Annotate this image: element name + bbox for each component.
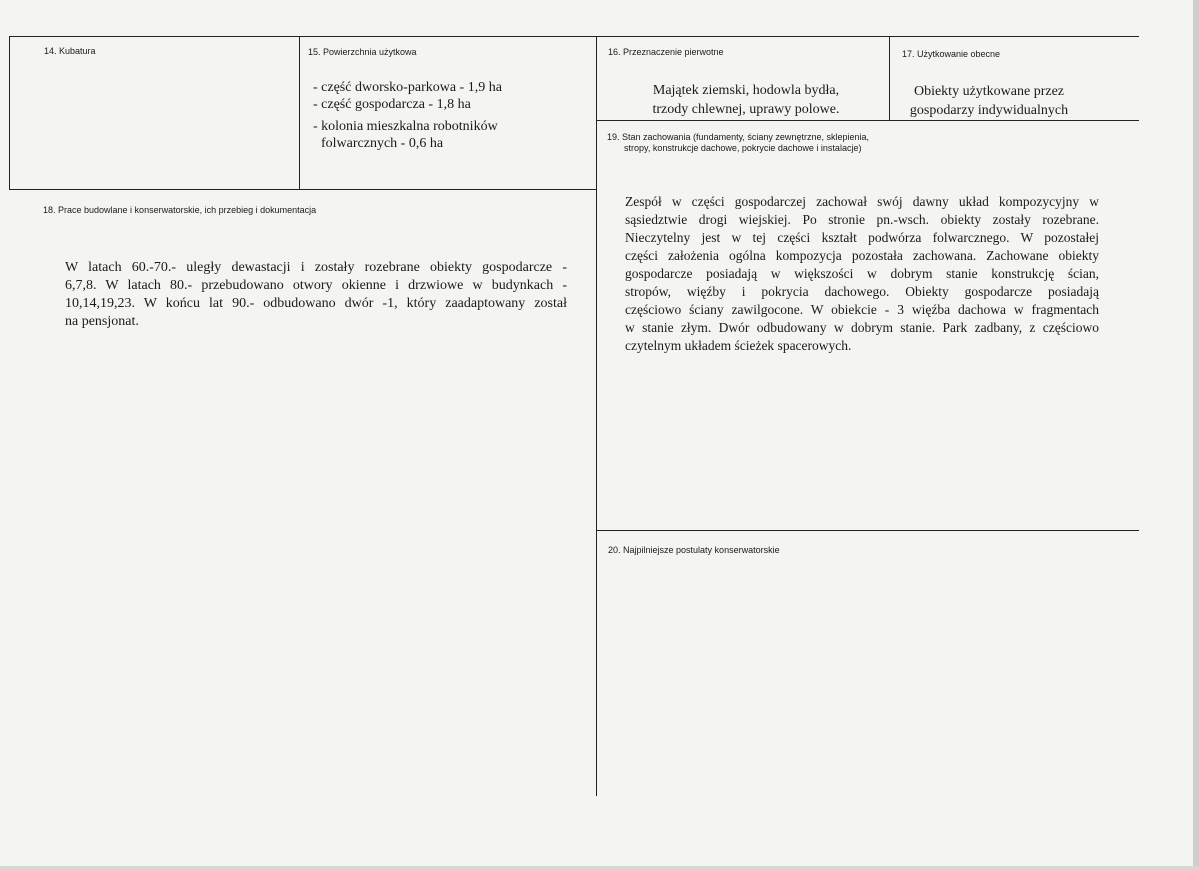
section-15-content [313, 79, 502, 152]
condition-line: gospodarcze posiadają w większości w dobrym stanie konstrukcję ścian, [625, 266, 1099, 281]
section-15-label: 15. Powierzchnia użytkowa [308, 47, 417, 57]
section-16-label: 16. Przeznaczenie pierwotne [608, 47, 724, 57]
condition-line: Nieczytelny jest w tej części kształt podwórza folwarcznego. W pozostałej [625, 230, 1099, 245]
construction-works-line: 10,14,19,23. W końcu lat 90.- odbudowano dwór -1, który zaadaptowany został [65, 296, 567, 311]
original-purpose-line: trzody chlewnej, uprawy polowe. [652, 102, 840, 117]
section-19-content [625, 193, 1099, 355]
condition-line: stropów, więźby i pokrycia dachowego. Obiekty gospodarcze posiadają [625, 284, 1099, 299]
condition-line: sąsiedztwie drogi wiejskiej. Po stronie pn.-wsch. obiekty zostały rozebrane. [625, 212, 1099, 227]
section-19-label [607, 132, 869, 154]
condition-line: czytelnym układem ścieżek spacerowych. [625, 338, 852, 353]
section-14-label: 14. Kubatura [44, 46, 96, 56]
condition-line: częściowo ściany zawilgocone. W obiekcie - 3 więźba dachowa w fragmentach [625, 302, 1099, 317]
condition-line: w stanie złym. Dwór odbudowany w dobrym stanie. Park zadbany, z częściowo [625, 320, 1099, 335]
scan-edge-bottom [0, 866, 1199, 870]
construction-works-line: W latach 60.-70.- uległy dewastacji i zostały rozebrane obiekty gospodarcze - [65, 260, 567, 275]
original-purpose-line: Majątek ziemski, hodowla bydła, [652, 83, 840, 98]
section-17-label: 17. Użytkowanie obecne [902, 49, 1001, 59]
center-divider [596, 36, 597, 796]
row1-divider-right [597, 120, 1139, 121]
section-18-content [65, 259, 567, 331]
section-20-label: 20. Najpilniejsze postulaty konserwatorskie [608, 545, 780, 555]
section-19-label-line: stropy, konstrukcje dachowe, pokrycie dachowe i instalacje) [624, 143, 862, 153]
condition-line: Zespół w części gospodarczej zachował swój dawny układ kompozycyjny w [625, 194, 1099, 209]
construction-works-line: na pensjonat. [65, 314, 139, 329]
section-19-label-line: 19. Stan zachowania (fundamenty, ściany zewnętrzne, sklepienia, [607, 132, 869, 142]
area-item: - część dworsko-parkowa - 1,9 ha [313, 80, 502, 95]
section-19-20-divider [597, 530, 1139, 531]
section-17-content [894, 82, 1084, 120]
current-use-line: Obiekty użytkowane przez [913, 84, 1065, 99]
current-use-line: gospodarzy indywidualnych [909, 103, 1069, 118]
top-border-line [9, 36, 1139, 37]
divider-14-15 [299, 36, 300, 190]
section-18-label: 18. Prace budowlane i konserwatorskie, ich przebieg i dokumentacja [43, 205, 317, 215]
construction-works-line: 6,7,8. W latach 80.- przebudowano otwory okienne i drzwiowe w budynkach - [65, 278, 567, 293]
left-border-line [9, 36, 10, 190]
scan-edge-right [1193, 0, 1199, 870]
area-item: - część gospodarcza - 1,8 ha [313, 97, 471, 112]
divider-16-17 [889, 36, 890, 120]
area-item: - kolonia mieszkalna robotników [313, 119, 498, 134]
condition-line: części założenia ogólna kompozycja pozostała zachowana. Zachowane obiekty [625, 248, 1099, 263]
area-item: folwarcznych - 0,6 ha [321, 136, 444, 151]
section-16-content [608, 81, 884, 119]
row1-divider-left [9, 189, 597, 190]
